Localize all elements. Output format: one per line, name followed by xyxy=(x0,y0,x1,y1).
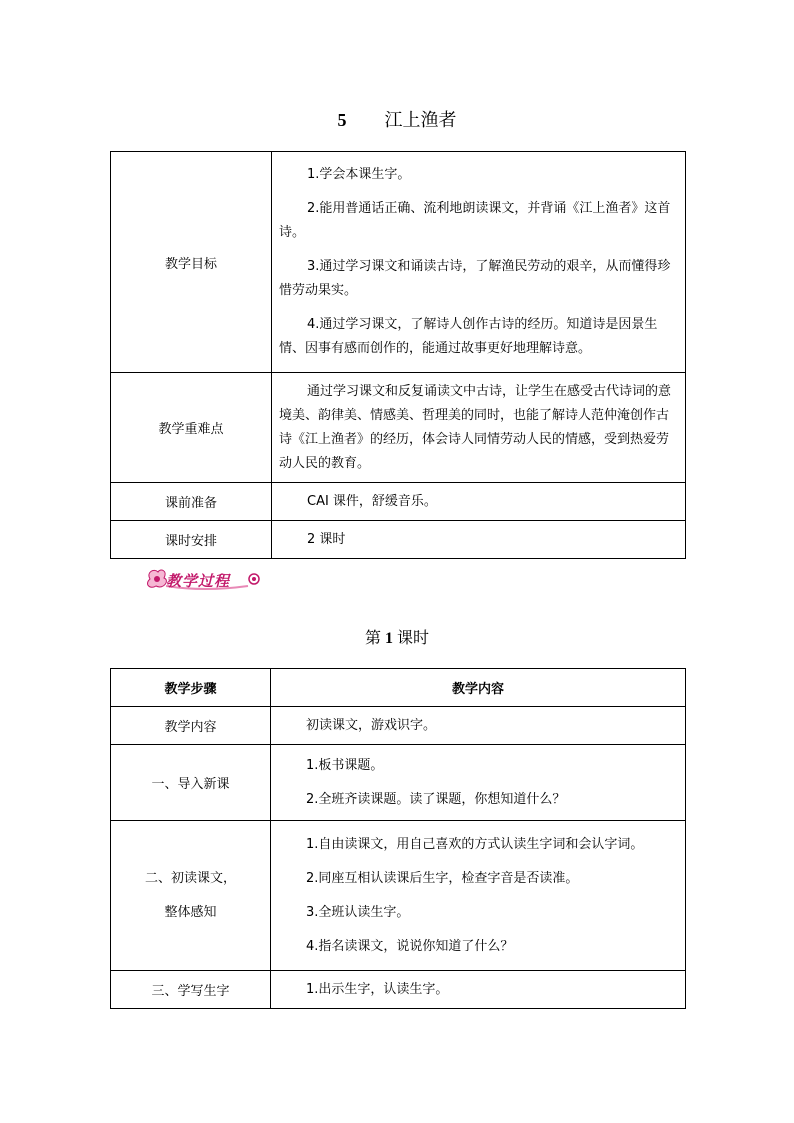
prep-text: CAI 课件，舒缓音乐。 xyxy=(307,493,437,509)
key-points-row xyxy=(111,373,686,483)
content-item: 1.自由读课文，用自己喜欢的方式认读生字词和会认字词。 xyxy=(306,836,644,852)
schedule-text: 2 课时 xyxy=(307,531,346,547)
section-suffix: 课时 xyxy=(397,628,430,647)
goal-item: 2.能用普通话正确、流利地朗读课文，并背诵《江上渔者》这首诗。 xyxy=(279,201,671,240)
content-item: 1.出示生字，认读生字。 xyxy=(306,981,449,997)
content-item: 2.同座互相认读课后生字，检查字音是否读准。 xyxy=(306,870,579,886)
step-label xyxy=(111,821,271,971)
goal-item: 4.通过学习课文，了解诗人创作古诗的经历。知道诗是因景生情、因事有感而创作的，能通过故事更好地理解诗意。 xyxy=(279,317,658,356)
teaching-process-badge-text: 教学过程 xyxy=(166,572,231,590)
goal-item: 1.学会本课生字。 xyxy=(307,167,411,182)
step-label: 一、导入新课 xyxy=(111,745,271,821)
schedule-row xyxy=(111,521,686,559)
table-row xyxy=(111,745,686,821)
goals-label: 教学目标 xyxy=(111,152,272,373)
teaching-process-table xyxy=(110,668,686,1009)
key-points-text: 通过学习课文和反复诵读文中古诗，让学生在感受古代诗词的意境美、韵律美、情感美、哲理美的同时，也能了解诗人范仲淹创作古诗《江上渔者》的经历，体会诗人同情劳动人民的情感，受到热爱劳动人民的教育。 xyxy=(279,383,672,471)
section-title xyxy=(0,625,794,648)
schedule-label: 课时安排 xyxy=(111,521,272,559)
lesson-title xyxy=(0,106,794,132)
lesson-plan-table xyxy=(110,151,686,559)
key-points-label: 教学重难点 xyxy=(111,373,272,483)
content-item: 3.全班认读生字。 xyxy=(306,904,410,920)
table-row xyxy=(111,971,686,1009)
step-label-line2: 整体感知 xyxy=(164,904,217,920)
section-number: 1 xyxy=(385,630,393,647)
content-item: 2.全班齐读课题。读了课题，你想知道什么？ xyxy=(306,791,566,807)
goals-row xyxy=(111,152,686,373)
step-label: 教学内容 xyxy=(111,707,271,745)
lesson-number: 5 xyxy=(337,110,347,130)
step-label: 三、学写生字 xyxy=(111,971,271,1009)
content-item: 初读课文，游戏识字。 xyxy=(306,717,437,733)
table-row xyxy=(111,821,686,971)
content-item: 4.指名读课文，说说你知道了什么？ xyxy=(306,938,514,954)
lesson-title-text: 江上渔者 xyxy=(384,110,457,131)
goals-content xyxy=(272,152,686,373)
header-content: 教学内容 xyxy=(271,669,686,707)
content-item: 1.板书课题。 xyxy=(306,757,384,773)
prep-label: 课前准备 xyxy=(111,483,272,521)
header-step: 教学步骤 xyxy=(111,669,271,707)
header-row xyxy=(111,669,686,707)
step-label-line1: 二、初读课文， xyxy=(144,870,236,886)
goal-item: 3.通过学习课文和诵读古诗，了解渔民劳动的艰辛，从而懂得珍惜劳动果实。 xyxy=(279,259,671,298)
key-points-content xyxy=(272,373,686,483)
section-prefix: 第 xyxy=(364,628,381,647)
table-row xyxy=(111,707,686,745)
prep-row xyxy=(111,483,686,521)
